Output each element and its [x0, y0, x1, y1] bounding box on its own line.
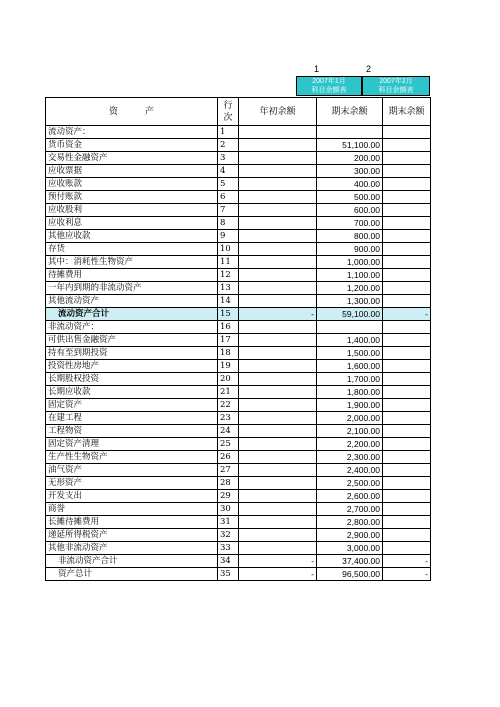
cell-asset-name[interactable]: 交易性金融资产 — [46, 152, 218, 165]
cell-end-balance-2[interactable] — [383, 204, 431, 217]
table-row — [46, 308, 431, 321]
cell-line-number[interactable]: 18 — [218, 347, 239, 360]
cell-end-balance-2[interactable]: - — [383, 555, 431, 568]
cell-end-balance-2[interactable] — [383, 503, 431, 516]
cell-asset-name[interactable]: 一年内到期的非流动资产 — [46, 282, 218, 295]
cell-begin-balance[interactable] — [239, 529, 317, 542]
table-row — [46, 490, 431, 503]
header-end-balance-2[interactable]: 期末余额 — [383, 98, 431, 126]
header-asset[interactable]: 资 产 — [46, 98, 218, 126]
cell-end-balance-2[interactable] — [383, 165, 431, 178]
cell-asset-name[interactable]: 无形资产 — [46, 477, 218, 490]
cell-line-number[interactable]: 31 — [218, 516, 239, 529]
cell-end-balance-2[interactable] — [383, 256, 431, 269]
cell-begin-balance[interactable] — [239, 139, 317, 152]
cell-begin-balance[interactable]: - — [239, 308, 317, 321]
cell-asset-name[interactable]: 应收票据 — [46, 165, 218, 178]
cell-begin-balance[interactable] — [239, 399, 317, 412]
table-row — [46, 425, 431, 438]
cell-end-balance[interactable]: 1,500.00 — [317, 347, 383, 360]
table-row — [46, 204, 431, 217]
cell-begin-balance[interactable] — [239, 386, 317, 399]
header-end-balance[interactable]: 期末余额 — [317, 98, 383, 126]
table-row — [46, 165, 431, 178]
cell-asset-name[interactable]: 持有至到期投资 — [46, 347, 218, 360]
table-row — [46, 399, 431, 412]
cell-line-number[interactable]: 35 — [218, 568, 239, 581]
cell-end-balance-2[interactable] — [383, 191, 431, 204]
table-row — [46, 464, 431, 477]
cell-end-balance-2[interactable] — [383, 477, 431, 490]
cell-line-number[interactable]: 30 — [218, 503, 239, 516]
column-number-2: 2 — [366, 64, 372, 74]
cell-line-number[interactable]: 3 — [218, 152, 239, 165]
cell-begin-balance[interactable] — [239, 347, 317, 360]
cell-end-balance-2[interactable] — [383, 516, 431, 529]
cell-begin-balance[interactable] — [239, 334, 317, 347]
cell-end-balance[interactable]: 2,300.00 — [317, 451, 383, 464]
cell-begin-balance[interactable] — [239, 451, 317, 464]
cell-end-balance[interactable]: 37,400.00 — [317, 555, 383, 568]
cell-end-balance[interactable]: 1,300.00 — [317, 295, 383, 308]
table-row — [46, 152, 431, 165]
cell-end-balance-2[interactable] — [383, 347, 431, 360]
cell-end-balance[interactable]: 1,600.00 — [317, 360, 383, 373]
cell-line-number[interactable]: 33 — [218, 542, 239, 555]
cell-asset-name[interactable]: 固定资产清理 — [46, 438, 218, 451]
column-number-row — [0, 64, 500, 76]
cell-line-number[interactable]: 23 — [218, 412, 239, 425]
cell-asset-name[interactable]: 商誉 — [46, 503, 218, 516]
cell-end-balance-2[interactable] — [383, 139, 431, 152]
cell-line-number[interactable]: 2 — [218, 139, 239, 152]
cell-end-balance-2[interactable] — [383, 386, 431, 399]
cell-line-number[interactable]: 16 — [218, 321, 239, 334]
cell-asset-name[interactable]: 在建工程 — [46, 412, 218, 425]
cell-begin-balance[interactable] — [239, 373, 317, 386]
cell-begin-balance[interactable] — [239, 516, 317, 529]
cell-line-number[interactable]: 8 — [218, 217, 239, 230]
cell-asset-name[interactable]: 应收股利 — [46, 204, 218, 217]
cell-line-number[interactable]: 20 — [218, 373, 239, 386]
cell-line-number[interactable]: 28 — [218, 477, 239, 490]
cell-end-balance-2[interactable] — [383, 542, 431, 555]
cell-begin-balance[interactable] — [239, 230, 317, 243]
cell-asset-name[interactable]: 油气资产 — [46, 464, 218, 477]
cell-asset-name[interactable]: 固定资产 — [46, 399, 218, 412]
table-row — [46, 529, 431, 542]
cell-end-balance[interactable]: 51,100.00 — [317, 139, 383, 152]
cell-end-balance-2[interactable] — [383, 360, 431, 373]
table-row — [46, 386, 431, 399]
cell-end-balance-2[interactable] — [383, 451, 431, 464]
period-header-1-date: 2007年1月 — [312, 78, 346, 85]
table-row — [46, 360, 431, 373]
cell-asset-name[interactable]: 可供出售金融资产 — [46, 334, 218, 347]
cell-begin-balance[interactable] — [239, 178, 317, 191]
cell-begin-balance[interactable] — [239, 464, 317, 477]
cell-asset-name[interactable]: 工程物资 — [46, 425, 218, 438]
cell-line-number[interactable]: 10 — [218, 243, 239, 256]
table-row — [46, 373, 431, 386]
cell-asset-name[interactable]: 长摊待摊费用 — [46, 516, 218, 529]
cell-begin-balance[interactable] — [239, 269, 317, 282]
cell-end-balance-2[interactable] — [383, 321, 431, 334]
cell-begin-balance[interactable] — [239, 412, 317, 425]
cell-end-balance[interactable]: 200.00 — [317, 152, 383, 165]
cell-line-number[interactable]: 4 — [218, 165, 239, 178]
cell-end-balance-2[interactable] — [383, 425, 431, 438]
cell-line-number[interactable]: 5 — [218, 178, 239, 191]
cell-end-balance[interactable]: 400.00 — [317, 178, 383, 191]
table-row — [46, 321, 431, 334]
table-row — [46, 334, 431, 347]
cell-asset-name[interactable]: 其他非流动资产 — [46, 542, 218, 555]
cell-begin-balance[interactable] — [239, 256, 317, 269]
cell-begin-balance[interactable] — [239, 321, 317, 334]
table-row — [46, 477, 431, 490]
cell-begin-balance[interactable]: - — [239, 555, 317, 568]
table-row — [46, 217, 431, 230]
cell-end-balance-2[interactable] — [383, 126, 431, 139]
table-row — [46, 347, 431, 360]
balance-sheet-table — [45, 97, 431, 581]
cell-end-balance-2[interactable] — [383, 464, 431, 477]
cell-begin-balance[interactable] — [239, 503, 317, 516]
header-begin-balance[interactable]: 年初余额 — [239, 98, 317, 126]
cell-end-balance-2[interactable] — [383, 412, 431, 425]
cell-end-balance-2[interactable] — [383, 399, 431, 412]
cell-begin-balance[interactable] — [239, 126, 317, 139]
cell-asset-name[interactable]: 资产总计 — [46, 568, 218, 581]
cell-end-balance[interactable]: 1,900.00 — [317, 399, 383, 412]
cell-asset-name[interactable]: 其他应收款 — [46, 230, 218, 243]
cell-end-balance-2[interactable] — [383, 373, 431, 386]
cell-line-number[interactable]: 27 — [218, 464, 239, 477]
cell-end-balance[interactable]: 96,500.00 — [317, 568, 383, 581]
cell-end-balance[interactable]: 1,000.00 — [317, 256, 383, 269]
cell-end-balance-2[interactable] — [383, 178, 431, 191]
cell-begin-balance[interactable] — [239, 204, 317, 217]
cell-asset-name[interactable]: 流动资产： — [46, 126, 218, 139]
table-row — [46, 256, 431, 269]
cell-end-balance[interactable]: 600.00 — [317, 204, 383, 217]
cell-begin-balance[interactable] — [239, 152, 317, 165]
cell-end-balance[interactable]: 500.00 — [317, 191, 383, 204]
cell-end-balance[interactable]: 3,000.00 — [317, 542, 383, 555]
cell-end-balance-2[interactable] — [383, 295, 431, 308]
cell-end-balance-2[interactable]: - — [383, 308, 431, 321]
cell-begin-balance[interactable] — [239, 243, 317, 256]
cell-line-number[interactable]: 6 — [218, 191, 239, 204]
cell-line-number[interactable]: 24 — [218, 425, 239, 438]
table-row — [46, 412, 431, 425]
cell-asset-name[interactable]: 投资性房地产 — [46, 360, 218, 373]
cell-end-balance[interactable]: 2,600.00 — [317, 490, 383, 503]
cell-begin-balance[interactable] — [239, 191, 317, 204]
cell-asset-name[interactable]: 应收账款 — [46, 178, 218, 191]
table-row — [46, 269, 431, 282]
cell-begin-balance[interactable] — [239, 542, 317, 555]
cell-line-number[interactable]: 29 — [218, 490, 239, 503]
cell-end-balance[interactable]: 300.00 — [317, 165, 383, 178]
header-line-1: 行 — [223, 100, 233, 111]
cell-end-balance[interactable]: 800.00 — [317, 230, 383, 243]
cell-begin-balance[interactable] — [239, 295, 317, 308]
cell-line-number[interactable]: 26 — [218, 451, 239, 464]
header-line-2: 次 — [223, 112, 233, 123]
cell-end-balance[interactable]: 1,400.00 — [317, 334, 383, 347]
table-row — [46, 126, 431, 139]
cell-asset-name[interactable]: 长期应收款 — [46, 386, 218, 399]
cell-end-balance-2[interactable] — [383, 529, 431, 542]
cell-end-balance[interactable] — [317, 321, 383, 334]
table-row — [46, 178, 431, 191]
cell-begin-balance[interactable] — [239, 282, 317, 295]
cell-end-balance-2[interactable] — [383, 243, 431, 256]
cell-asset-name[interactable]: 存货 — [46, 243, 218, 256]
cell-end-balance[interactable]: 2,200.00 — [317, 438, 383, 451]
cell-end-balance[interactable]: 1,800.00 — [317, 386, 383, 399]
cell-line-number[interactable]: 17 — [218, 334, 239, 347]
cell-asset-name[interactable]: 其他流动资产 — [46, 295, 218, 308]
cell-end-balance-2[interactable] — [383, 334, 431, 347]
cell-line-number[interactable]: 25 — [218, 438, 239, 451]
cell-begin-balance[interactable] — [239, 438, 317, 451]
cell-line-number[interactable]: 1 — [218, 126, 239, 139]
cell-end-balance-2[interactable] — [383, 230, 431, 243]
cell-asset-name[interactable]: 货币资金 — [46, 139, 218, 152]
cell-end-balance[interactable]: 2,800.00 — [317, 516, 383, 529]
table-row — [46, 503, 431, 516]
cell-end-balance[interactable]: 2,900.00 — [317, 529, 383, 542]
cell-end-balance[interactable]: 900.00 — [317, 243, 383, 256]
period-header-2-sub: 科目余额表 — [378, 87, 414, 94]
cell-end-balance[interactable]: 1,700.00 — [317, 373, 383, 386]
cell-end-balance-2[interactable]: - — [383, 568, 431, 581]
cell-asset-name[interactable]: 长期股权投资 — [46, 373, 218, 386]
cell-end-balance[interactable]: 2,500.00 — [317, 477, 383, 490]
cell-line-number[interactable]: 11 — [218, 256, 239, 269]
cell-begin-balance[interactable] — [239, 360, 317, 373]
cell-end-balance-2[interactable] — [383, 490, 431, 503]
cell-end-balance[interactable]: 2,700.00 — [317, 503, 383, 516]
cell-end-balance[interactable]: 1,200.00 — [317, 282, 383, 295]
cell-end-balance[interactable]: 59,100.00 — [317, 308, 383, 321]
cell-asset-name[interactable]: 非流动资产： — [46, 321, 218, 334]
cell-begin-balance[interactable] — [239, 490, 317, 503]
cell-end-balance-2[interactable] — [383, 282, 431, 295]
cell-end-balance[interactable] — [317, 126, 383, 139]
cell-asset-name[interactable]: 开发支出 — [46, 490, 218, 503]
cell-begin-balance[interactable] — [239, 165, 317, 178]
cell-end-balance-2[interactable] — [383, 438, 431, 451]
cell-begin-balance[interactable] — [239, 477, 317, 490]
cell-asset-name[interactable]: 待摊费用 — [46, 269, 218, 282]
cell-line-number[interactable]: 32 — [218, 529, 239, 542]
table-row — [46, 139, 431, 152]
table-row — [46, 282, 431, 295]
cell-line-number[interactable]: 15 — [218, 308, 239, 321]
period-header-2-date: 2007年2月 — [379, 78, 413, 85]
cell-end-balance[interactable]: 700.00 — [317, 217, 383, 230]
table-row — [46, 191, 431, 204]
table-row — [46, 568, 431, 581]
table-row — [46, 451, 431, 464]
cell-line-number[interactable]: 13 — [218, 282, 239, 295]
table-row — [46, 243, 431, 256]
cell-end-balance[interactable]: 2,400.00 — [317, 464, 383, 477]
table-row — [46, 438, 431, 451]
table-header-row — [46, 98, 431, 126]
cell-line-number[interactable]: 19 — [218, 360, 239, 373]
cell-end-balance[interactable]: 2,100.00 — [317, 425, 383, 438]
cell-end-balance[interactable]: 2,000.00 — [317, 412, 383, 425]
cell-line-number[interactable]: 9 — [218, 230, 239, 243]
cell-end-balance[interactable]: 1,100.00 — [317, 269, 383, 282]
cell-line-number[interactable]: 12 — [218, 269, 239, 282]
cell-line-number[interactable]: 22 — [218, 399, 239, 412]
column-number-1: 1 — [314, 64, 320, 74]
period-header-1-sub: 科目余额表 — [311, 87, 347, 94]
cell-begin-balance[interactable]: - — [239, 568, 317, 581]
cell-asset-name[interactable]: 预付账款 — [46, 191, 218, 204]
cell-begin-balance[interactable] — [239, 425, 317, 438]
cell-asset-name[interactable]: 流动资产合计 — [46, 308, 218, 321]
table-row — [46, 542, 431, 555]
period-header-1[interactable] — [296, 76, 362, 96]
table-row — [46, 555, 431, 568]
cell-asset-name[interactable]: 生产性生物资产 — [46, 451, 218, 464]
table-row — [46, 295, 431, 308]
cell-line-number[interactable]: 7 — [218, 204, 239, 217]
cell-begin-balance[interactable] — [239, 217, 317, 230]
cell-line-number[interactable]: 21 — [218, 386, 239, 399]
cell-line-number[interactable]: 14 — [218, 295, 239, 308]
table-row — [46, 230, 431, 243]
cell-asset-name[interactable]: 应收利息 — [46, 217, 218, 230]
cell-end-balance-2[interactable] — [383, 217, 431, 230]
header-line[interactable] — [218, 98, 239, 126]
cell-asset-name[interactable]: 其中：消耗性生物资产 — [46, 256, 218, 269]
period-header-2[interactable] — [362, 76, 430, 96]
cell-asset-name[interactable]: 递延所得税资产 — [46, 529, 218, 542]
cell-line-number[interactable]: 34 — [218, 555, 239, 568]
cell-end-balance-2[interactable] — [383, 152, 431, 165]
cell-asset-name[interactable]: 非流动资产合计 — [46, 555, 218, 568]
table-row — [46, 516, 431, 529]
cell-end-balance-2[interactable] — [383, 269, 431, 282]
